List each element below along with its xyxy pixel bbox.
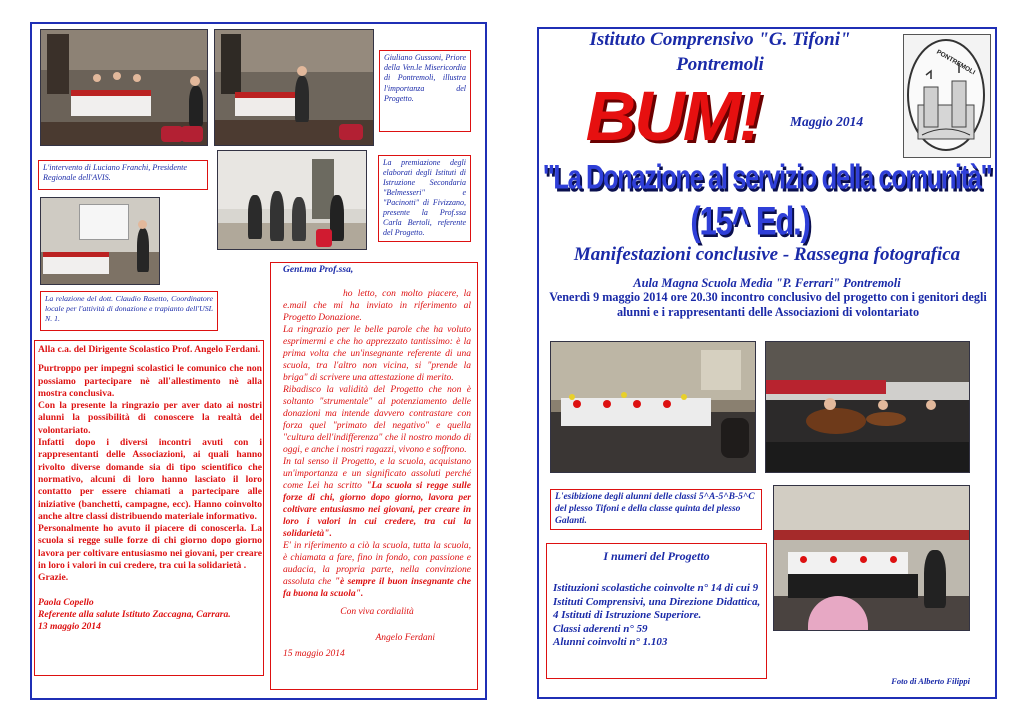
issue-date: Maggio 2014 bbox=[790, 114, 864, 129]
letter-ferdani bbox=[283, 264, 471, 660]
headline-title: "La Donazione al servizio della comunità" bbox=[542, 159, 992, 197]
photo-credit: Foto di Alberto Filippi bbox=[891, 676, 970, 686]
letter-copello-signature-date: 13 maggio 2014 bbox=[38, 621, 101, 633]
venue: Aula Magna Scuola Media "P. Ferrari" Pontremoli bbox=[633, 276, 901, 290]
caption-premiazione: La premiazione degli elaborati degli Istituti di Istruzione Secondaria "Belmesseri" e "Pacinotti" di Fivizzano, presente la Prof.ssa Carla Bertoli, referente del Progetto. bbox=[378, 155, 471, 242]
caption-franchi: L'intervento di Luciano Franchi, Presidente Regionale dell'AVIS. bbox=[38, 160, 208, 190]
masthead-title: BUM! bbox=[585, 77, 761, 155]
event-info: Venerdì 9 maggio 2014 ore 20.30 incontro conclusivo del progetto con i genitori degli alunni e i rappresentanti delle Associazioni di volontariato bbox=[549, 290, 987, 319]
letter-ferdani-p3: Ribadisco la validità del Progetto che non è soltanto "strumentale" al potenziamento delle donazioni ma intende davvero contrastare con forza quel "primato del negativo" e quella "cultura dell'indifferenza" che il nostro mondo di oggi, e anche i nostri ragazzi, vivono e soffrono. bbox=[283, 385, 471, 455]
letter-ferdani-p4a: In tal senso il Progetto, e la scuola, acquistano un'importanza e un significato assoluti perché come Lei ha scritto bbox=[283, 457, 471, 491]
letter-ferdani-p4-quote: "La scuola si regge sulle forze di chi, giorno dopo giorno, lavora per coltivare entusiasmo nei giovani, per creare in loro i valori in cui credere, tra cui la solidarietà". bbox=[283, 481, 472, 539]
letter-ferdani-greeting: Gent.ma Prof.ssa, bbox=[283, 265, 354, 275]
photo-rasetto-presentation bbox=[40, 197, 160, 285]
letter-copello-heading: Alla c.a. del Dirigente Scolastico Prof. Angelo Ferdani. bbox=[38, 344, 261, 355]
school-city: Pontremoli bbox=[676, 54, 764, 75]
letter-copello-signature-role: Referente alla salute Istituto Zaccagna, Carrara. bbox=[38, 608, 231, 620]
letter-copello-body: Purtroppo per impegni scolastici le comunico che non possiamo partecipare nè all'allestimento nè alla mostra conclusiva. Con la presente la ringrazio per aver dato ai nostri alunni la possibilità di conoscere la realtà del volontariato. Infatti dopo i diversi incontri avuti con i rappresentanti delle Associazioni, ai quali hanno rivolto diverse domande sia di tipo scientifico che normativo, alcuni di loro hanno lasciato il loro contatto per essere chiamati a partecipare alle iniziative (banchetti, campagne, ecc). Hanno coinvolto anche altre classi distribuendo materiale informativo. Personalmente ho avuto il piacere di conoscerla. La scuola si regge sulle forze di chi giorno dopo giorno lavora per coltivare entusiasmo nei giovani, per creare in loro i valori in cui credere, tra cui la solidarietà . Grazie. bbox=[38, 363, 262, 584]
letter-copello-signature-name: Paola Copello bbox=[38, 596, 94, 608]
letter-ferdani-signature: Angelo Ferdani bbox=[375, 633, 435, 643]
photo-guitar-players bbox=[765, 341, 970, 473]
school-name: Istituto Comprensivo "G. Tifoni" bbox=[589, 29, 851, 50]
letter-copello bbox=[38, 344, 262, 634]
letter-ferdani-p2: La ringrazio per le belle parole che ha voluto esprimermi e che ho apprezzato tantissimo: è la prima volta che un'insegnante referente di una scuola, tra l'altro non vicina, si "prende la briga" di scrivere una attestazione di merito. bbox=[283, 325, 471, 383]
numbers-students: Alunni coinvolti n° 1.103 bbox=[553, 636, 668, 649]
letter-ferdani-p5a: E' in riferimento a ciò la scuola, tutta la scuola, è chiamata a fare, fino in fondo, con passione e audacia, la propria parte, nella convinzione assoluta che bbox=[283, 541, 471, 587]
subtitle: Manifestazioni conclusive - Rassegna fotografica bbox=[573, 244, 961, 265]
photo-speaker-podium bbox=[214, 29, 374, 146]
headline-edition: (15^ Ed.) bbox=[690, 198, 810, 244]
photo-children-group bbox=[773, 485, 970, 631]
numbers-classes: Classi aderenti n° 59 bbox=[553, 622, 648, 635]
school-logo bbox=[903, 34, 991, 158]
photo-children-choir bbox=[550, 341, 756, 473]
numbers-list bbox=[553, 582, 761, 650]
letter-ferdani-closing: Con viva cordialità bbox=[340, 607, 414, 617]
logo-text: PONTREMOLI bbox=[935, 48, 977, 77]
caption-gussoni: Giuliano Gussoni, Priore della Ven.le Misericordia di Pontremoli, illustra l'importanza del Progetto. bbox=[379, 50, 471, 132]
letter-ferdani-p5-quote: "è sempre il buon insegnante che fa buona la scuola". bbox=[283, 577, 472, 599]
caption-rasetto: La relazione del dott. Claudio Rasetto, Coordinatore locale per l'attività di donazione e trapianto dell'USL N. 1. bbox=[40, 291, 218, 331]
photo-conference-table bbox=[40, 29, 208, 146]
photo-award-ceremony bbox=[217, 150, 367, 250]
caption-exhibition: L'esibizione degli alunni delle classi 5^A-5^B-5^C del plesso Tifoni e della classe quinta del plesso Galanti. bbox=[550, 489, 762, 530]
numbers-title: I numeri del Progetto bbox=[603, 549, 710, 563]
letter-ferdani-p1: ho letto, con molto piacere, la e.mail che mi ha inviato in riferimento al Progetto Donazione. bbox=[283, 289, 471, 323]
numbers-institutions: Istituzioni scolastiche coinvolte n° 14 di cui 9 Istituti Comprensivi, una Direzione Didattica, 4 Istituti di Istruzione Superiore. bbox=[553, 582, 761, 622]
letter-ferdani-date: 15 maggio 2014 bbox=[283, 649, 345, 659]
